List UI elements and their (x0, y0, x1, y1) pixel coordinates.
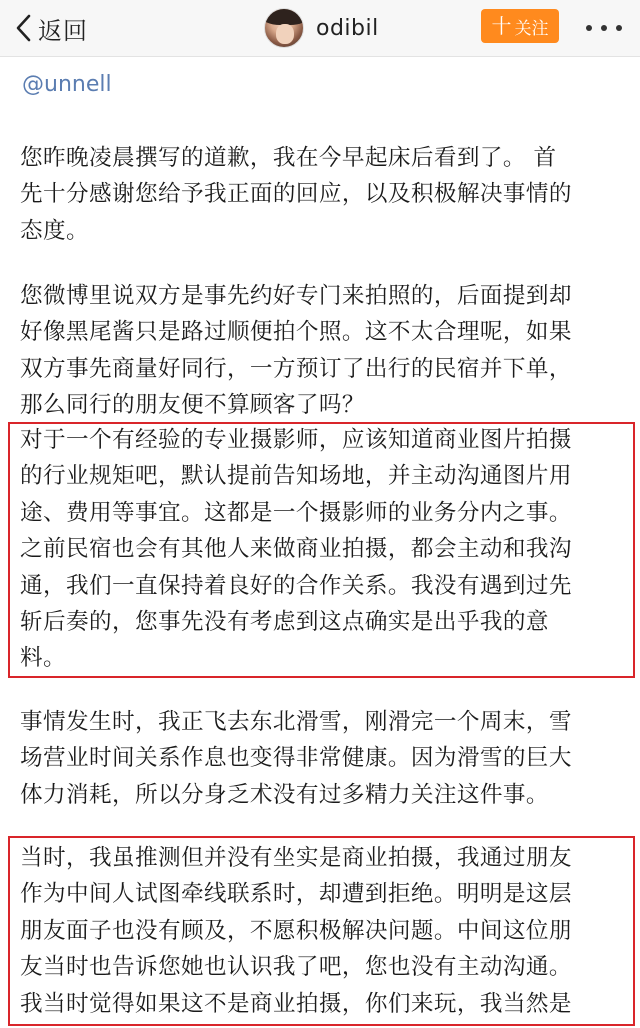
text-line: 通，我们一直保持着良好的合作关系。我没有遇到过先 (20, 572, 572, 599)
text-line: 事情发生时，我正飞去东北滑雪，刚滑完一个周末，雪 (20, 709, 572, 735)
text-line: 场营业时间关系作息也变得非常健康。因为滑雪的巨大 (20, 745, 572, 772)
text-line: 斩后奏的，您事先没有考虑到这点确实是出乎我的意 (20, 609, 549, 636)
more-options-button[interactable] (586, 18, 622, 38)
more-dot-icon (586, 25, 592, 31)
more-dot-icon (601, 25, 607, 31)
text-line: 我当时觉得如果这不是商业拍摄，你们来玩，我当然是 (20, 990, 572, 1017)
paragraph-highlighted (20, 840, 620, 1022)
follow-button[interactable] (481, 9, 559, 43)
paragraph (20, 140, 620, 249)
back-label: 返回 (38, 16, 88, 45)
text-line: 当时，我虽推测但并没有坐实是商业拍摄，我通过朋友 (20, 845, 572, 871)
follow-label: 关注 (514, 18, 549, 39)
text-line: 友当时也告诉您她也认识我了吧，您也没有主动沟通。 (20, 954, 572, 981)
chevron-left-icon (14, 13, 32, 43)
paragraph (20, 704, 620, 813)
text-line: 料。 (20, 645, 66, 672)
text-line: 对于一个有经验的专业摄影师，应该知道商业图片拍摄 (20, 427, 572, 453)
text-line: 体力消耗，所以分身乏术没有过多精力关注这件事。 (20, 781, 549, 808)
avatar[interactable] (264, 8, 304, 48)
more-dot-icon (616, 25, 622, 31)
top-navigation-bar (0, 0, 640, 57)
text-line: 您微博里说双方是事先约好专门来拍照的，后面提到却 (20, 283, 572, 309)
text-line: 朋友面子也没有顾及，不愿积极解决问题。中间这位朋 (20, 917, 572, 944)
text-line: 先十分感谢您给予我正面的回应，以及积极解决事情的 (20, 181, 572, 208)
text-line: 那么同行的朋友便不算顾客了吗？ (20, 392, 365, 419)
paragraph (20, 278, 620, 424)
plus-icon: 十 (491, 14, 512, 38)
text-line: 态度。 (20, 217, 89, 244)
paragraph-highlighted (20, 422, 620, 677)
text-line: 途、费用等事宜。这都是一个摄影师的业务分内之事。 (20, 499, 572, 526)
text-line: 好像黑尾酱只是路过顺便拍个照。这不太合理呢，如果 (20, 319, 572, 346)
text-line: 您昨晚凌晨撰写的道歉，我在今早起床后看到了。 首 (20, 145, 557, 171)
text-line: 作为中间人试图牵线联系时，却遭到拒绝。明明是这层 (20, 881, 572, 908)
post-content[interactable] (0, 56, 640, 1028)
text-line: 双方事先商量好同行，一方预订了出行的民宿并下单， (20, 355, 572, 382)
back-button[interactable] (14, 8, 88, 48)
text-line: 的行业规矩吧，默认提前告知场地，并主动沟通图片用 (20, 463, 572, 490)
mention-link[interactable]: @unnell (22, 72, 112, 97)
username[interactable]: odibil (316, 15, 379, 41)
text-line: 之前民宿也会有其他人来做商业拍摄，都会主动和我沟 (20, 536, 572, 563)
user-header[interactable] (264, 5, 379, 51)
